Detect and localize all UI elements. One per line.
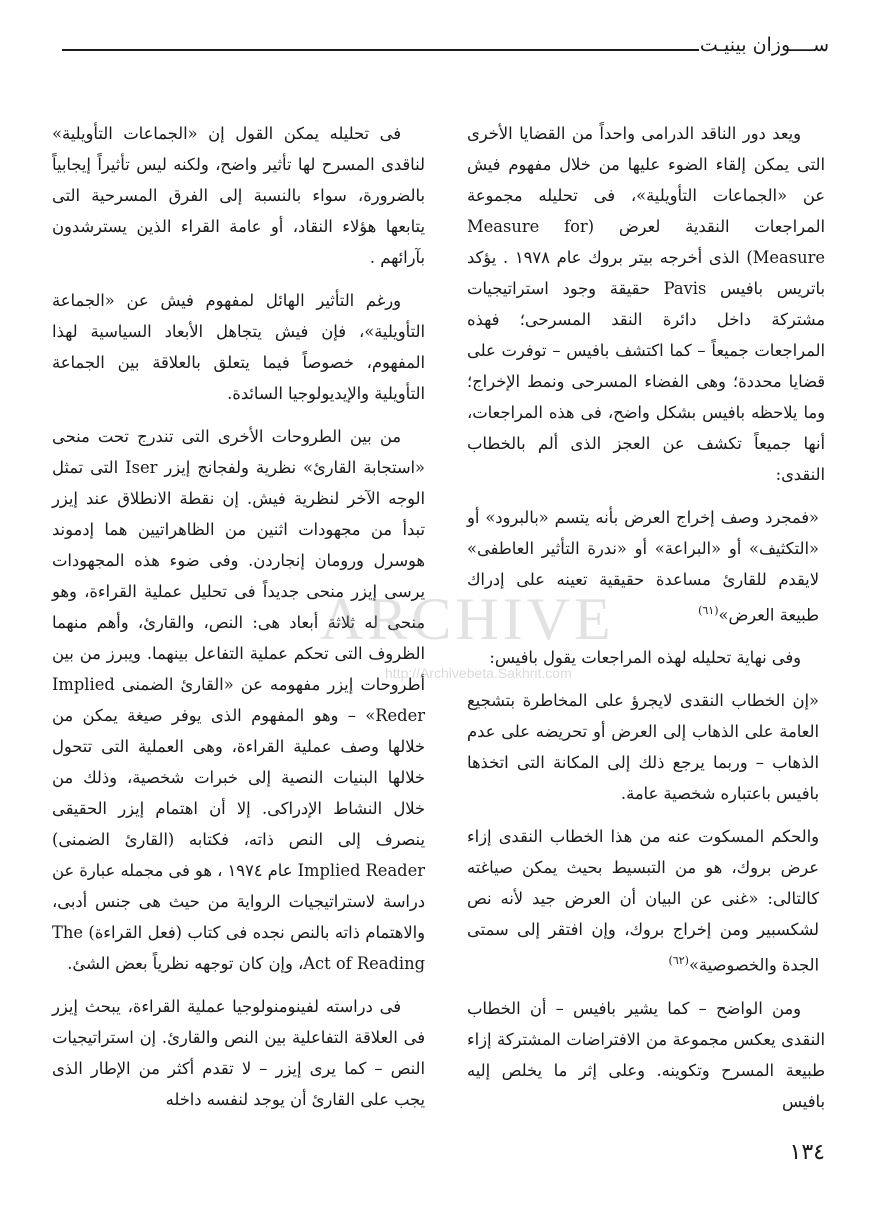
block-quote [467,502,819,630]
paragraph: وفى نهاية تحليله لهذه المراجعات يقول بافيس: [489,648,801,668]
header-rule [62,49,699,51]
page-number: ١٣٤ [789,1140,825,1165]
paragraph: فى دراسته لفينومنولوجيا عملية القراءة، يبحث إيزر فى العلاقة التفاعلية بين النص والقارئ. إن استراتيجيات النص – كما يرى إيزر – لا تقدم أكثر من الإطار الذى يجب على القارئ أن يوجد لنفسه داخله [52,997,425,1109]
quote-text: والحكم المسكوت عنه من هذا الخطاب النقدى إزاء عرض بروك، هو من التبسيط بحيث يمكن صياغته كالتالى: «غنى عن البيان أن العرض جيد لأنه نص لشكسبير ومن إخراج بروك، وإن افتقر إلى سمتى الجدة والخصوصية» [467,827,819,975]
paragraph: ومن الواضح – كما يشير بافيس – أن الخطاب النقدى يعكس مجموعة من الافتراضات المشتركة إزاء طبيعة المسرح وتكوينه. وعلى إثر ما يخلص إليه بافيس [467,998,825,1111]
right-column [467,118,825,1129]
footnote-ref: (٦١) [698,604,719,617]
block-quote [467,821,819,980]
block-quote: «إن الخطاب النقدى لايجرؤ على المخاطرة بتشجيع العامة على الذهاب إلى العرض أو تحريضه على عدم الذهاب – وربما يرجع ذلك إلى المكانة التى اتخذها بافيس باعتباره شخصية عامة. [467,691,819,804]
left-column [52,118,425,1127]
footnote-ref: (٦٢) [668,954,689,968]
archive-watermark: ARCHIVE [320,586,615,652]
running-head: ســــوزان بينيـت [699,34,829,56]
quote-text: «فمجرد وصف إخراج العرض بأنه يتسم «بالبرود» أو «التكثيف» أو «البراعة» أو «ندرة التأثير العاطفى» لايقدم للقارئ مساعدة حقيقية تعينه على إدراك طبيعة العرض» [467,508,819,625]
paragraph: فى تحليله يمكن القول إن «الجماعات التأويلية» لناقدى المسرح لها تأثير واضح، ولكنه ليس تأثيراً إيجابياً بالضرورة، سواء بالنسبة إلى الفرق المسرحية التى يتابعها هؤلاء النقاد، أو عامة القراء الذين يسترشدون بآرائهم . [52,124,425,267]
watermark-url: http://Archivebeta.Sakhrit.com [385,665,572,681]
paragraph: ورغم التأثير الهائل لمفهوم فيش عن «الجماعة التأويلية»، فإن فيش يتجاهل الأبعاد السياسية لهذا المفهوم، خصوصاً فيما يتعلق بالعلاقة بين الجماعة التأويلية والإيديولوجيا السائدة. [52,291,425,403]
paragraph: ويعد دور الناقد الدرامى واحداً من القضايا الأخرى التى يمكن إلقاء الضوء عليها من خلال مفهوم فيش عن «الجماعات التأويلية»، فى تحليله مجموعة المراجعات النقدية لعرض (Measure for Measure) الذى أخرجه بيتر بروك عام ١٩٧٨ . يؤكد باتريس بافيس Pavis حقيقة وجود استراتيجيات مشتركة داخل دائرة النقد المسرحى؛ فهذه المراجعات جميعاً – كما اكتشف بافيس – توفرت على قضايا محددة؛ وهى الفضاء المسرحى ونمط الإخراج؛ وما يلاحظه بافيس بشكل واضح، فى هذه المراجعات، أنها جميعاً تكشف عن العجز الذى ألم بالخطاب النقدى: [467,124,826,484]
page-header [62,30,829,70]
paragraph: من بين الطروحات الأخرى التى تندرج تحت منحى «استجابة القارئ» نظرية ولفجانج إيزر Iser التى تمثل الوجه الآخر لنظرية فيش. إن نقطة الانطلاق عند إيزر تبدأ من مجهودات اثنين من الظاهراتيين هما إدموند هوسرل ورومان إنجاردن. وفى ضوء هذه المجهودات يرسى إيزر منحى جديداً فى تحليل عملية القراءة، وهو منحى له ثلاثة أبعاد هى: النص، والقارئ، وأهم منهما الظروف التى تحكم عملية التفاعل بينهما. ويبرز من بين أطروحات إيزر مفهومه عن «القارئ الضمنى Implied Reder» – وهو المفهوم الذى يوفر صيغة يمكن من خلالها وصف عملية القراءة، وهى العملية التى تتحول خلالها البنيات النصية إلى خبرات شخصية، وذلك من خلال النشاط الإدراكى. إلا أن اهتمام إيزر الحقيقى ينصرف إلى النص ذاته، فكتابه (القارئ الضمنى) Implied Reader عام ١٩٧٤ ، هو فى مجمله عبارة عن دراسة لاستراتيجيات الرواية من حيث هى جنس أدبى، والاهتمام ذاته بالنص نجده فى كتاب (فعل القراءة) The Act of Reading، وإن كان توجهه نظرياً بعض الشئ. [52,427,425,973]
